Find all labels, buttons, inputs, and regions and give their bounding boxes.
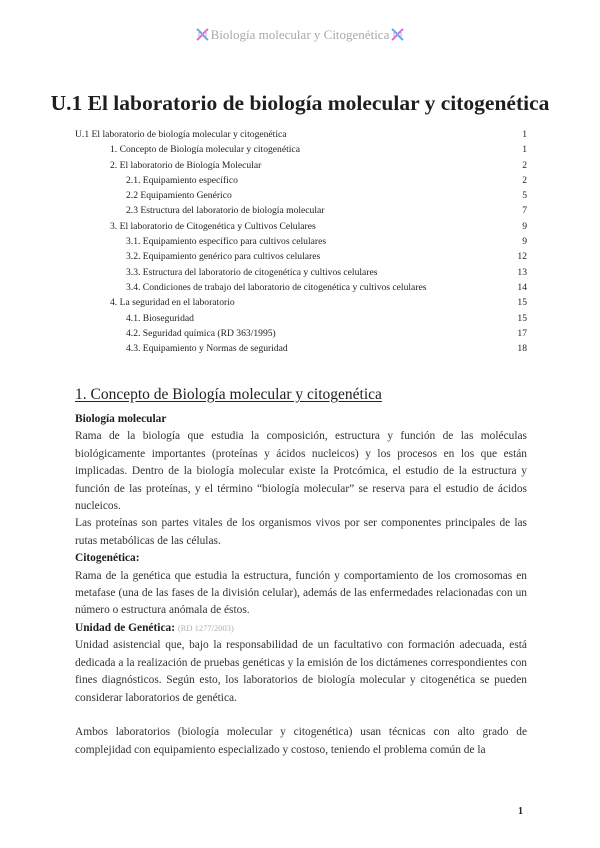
toc-entry[interactable]: 2.1. Equipamiento específico 2 — [126, 174, 527, 186]
toc-entry[interactable]: 3. El laboratorio de Citogenética y Cultivos Celulares 9 — [110, 220, 527, 232]
toc-entry[interactable]: 2.3 Estructura del laboratorio de biología molecular 7 — [126, 205, 527, 217]
paragraph: Ambos laboratorios (biología molecular y citogenética) usan técnicas con alto grado de complejidad con equipamiento especializado y costoso, teniendo el problema común de la — [75, 726, 527, 756]
toc-entry[interactable]: 4.1. Bioseguridad 15 — [126, 312, 527, 324]
section-heading: 1. Concepto de Biología molecular y citogenética — [75, 386, 382, 403]
header-text: Biología molecular y Citogenética — [210, 27, 390, 42]
toc-entry[interactable]: 2.2 Equipamiento Genérico 5 — [126, 190, 527, 202]
section-body — [75, 411, 527, 759]
toc-entry[interactable]: 2. El laboratorio de Biología Molecular 2 — [110, 159, 527, 171]
document-title: U.1 El laboratorio de biología molecular y citogenética — [50, 91, 550, 115]
term-biologia-molecular: Biología molecular — [75, 413, 167, 425]
toc-entry[interactable]: 4.2. Seguridad química (RD 363/1995) 17 — [126, 327, 527, 339]
page-number: 1 — [518, 806, 523, 817]
toc-entry[interactable]: 4. La seguridad en el laboratorio 15 — [110, 297, 527, 309]
dna-icon — [390, 28, 405, 41]
table-of-contents — [75, 127, 527, 356]
paragraph: Las proteínas son partes vitales de los organismos vivos por ser componentes principales de las rutas metabólicas de las células. — [75, 517, 527, 547]
term-citogenetica: Citogenética: — [75, 552, 140, 565]
term-unidad-genetica: Unidad de Genética: — [75, 621, 175, 634]
toc-entry[interactable]: 3.2. Equipamiento genérico para cultivos celulares 12 — [126, 251, 527, 263]
paragraph: Unidad asistencial que, bajo la responsabilidad de un facultativo con formación adecuada, está dedicada a la realización de pruebas genéticas y la emisión de los dictámenes correspondientes con fines diagnósticos. Según esto, los laboratorios de biología molecular y citogenética se pueden considerar laboratorios de genética. — [75, 639, 527, 704]
paragraph: Rama de la genética que estudia la estructura, función y comportamiento de los cromosomas en metafase (una de las fases de la división celular), además de las enfermedades relacionadas con un número o estructura anómala de éstos. — [75, 569, 527, 617]
toc-entry[interactable]: 3.4. Condiciones de trabajo del laboratorio de citogenética y cultivos celulares 14 — [126, 281, 527, 293]
dna-icon — [195, 28, 210, 41]
toc-entry[interactable]: U.1 El laboratorio de biología molecular y citogenética 1 — [75, 129, 527, 140]
toc-entry[interactable]: 4.3. Equipamiento y Normas de seguridad 18 — [126, 343, 527, 355]
toc-entry[interactable]: 3.1. Equipamiento específico para cultivos celulares 9 — [126, 236, 527, 248]
paragraph: Rama de la biología que estudia la composición, estructura y función de las moléculas biológicamente importantes (proteínas y ácidos nucleicos) y los procesos en los que están implicadas. Dentro de la biología molecular existe la Protcómica, el estudio de la estructura y función de las proteínas, y el término “biología molecular” se reserva para el estudio de ácidos nucleicos. — [75, 430, 527, 513]
toc-entry[interactable]: 3.3. Estructura del laboratorio de citogenética y cultivos celulares 13 — [126, 266, 527, 278]
legal-reference: (RD 1277/2003) — [177, 622, 234, 633]
toc-entry[interactable]: 1. Concepto de Biología molecular y citogenética 1 — [110, 144, 527, 156]
page-header — [0, 27, 600, 43]
